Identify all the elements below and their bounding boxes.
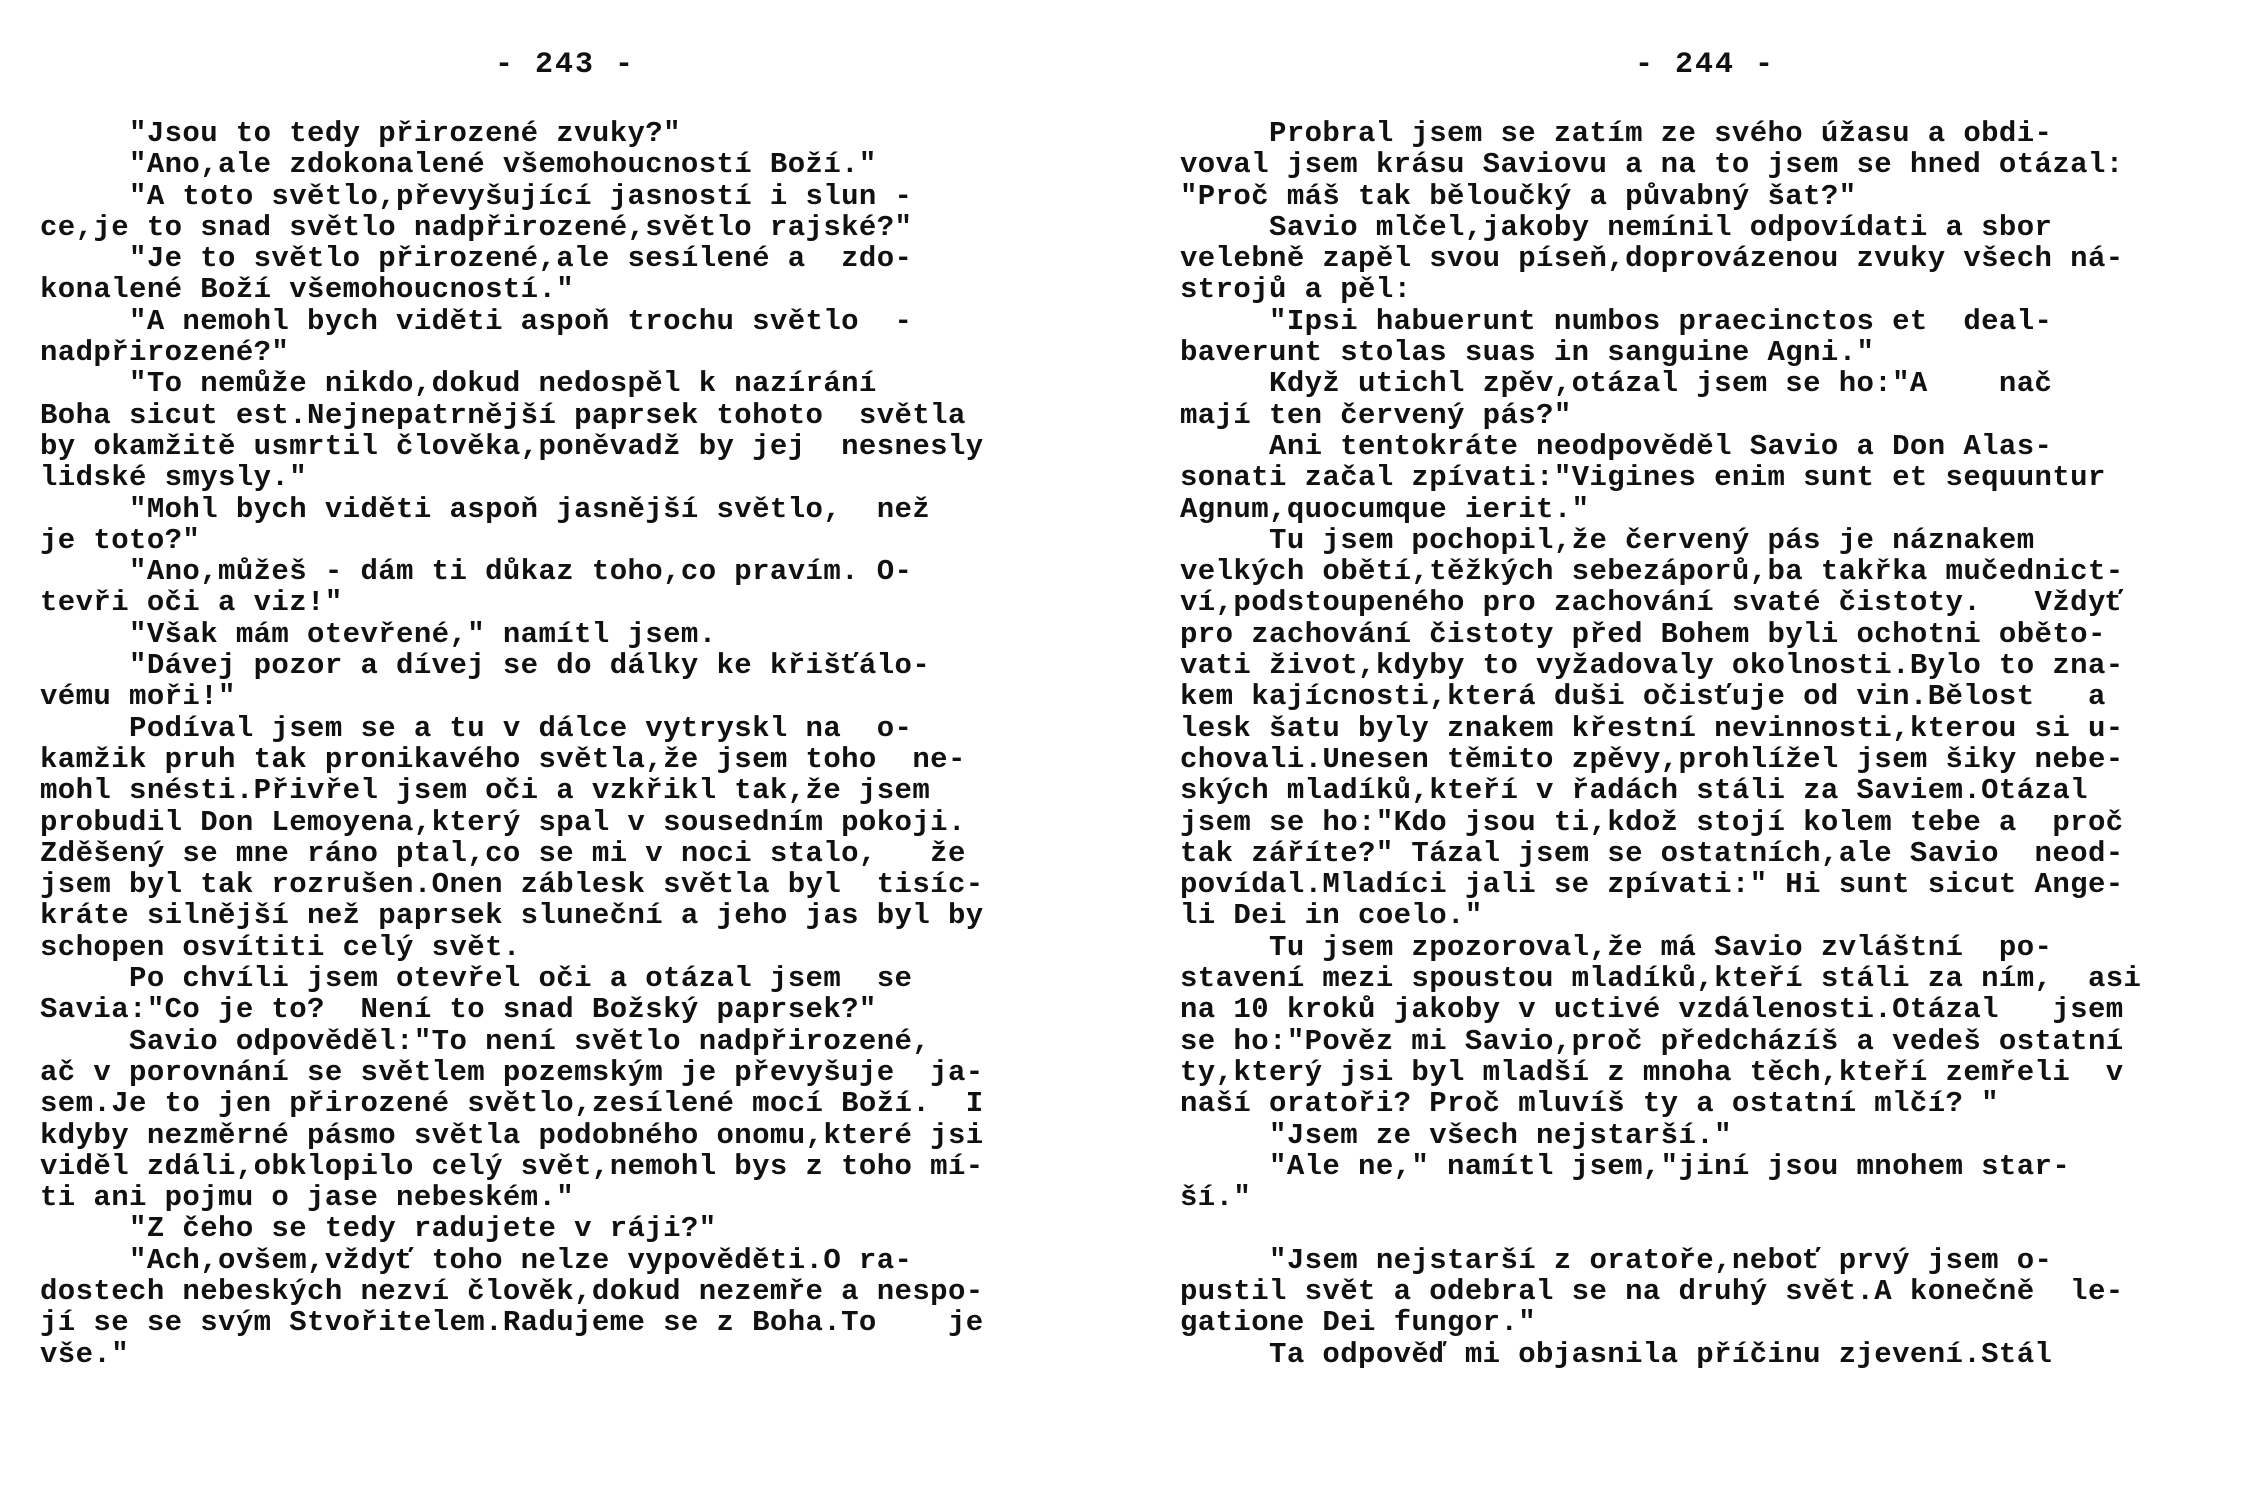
text-line: mohl snésti.Přivřel jsem oči a vzkřikl tak,že jsem (40, 774, 931, 808)
text-line: povídal.Mladíci jali se zpívati:" Hi sunt sicut Ange- (1180, 868, 2124, 902)
text-line: "Ale ne," namítl jsem,"jiní jsou mnohem star- (1180, 1149, 2071, 1183)
text-line: mají ten červený pás?" (1180, 398, 1572, 432)
text-line: vému moři!" (40, 680, 236, 714)
text-line: strojů a pěl: (1180, 273, 1412, 307)
text-line: voval jsem krásu Saviovu a na to jsem se hned otázal: (1180, 148, 2124, 182)
text-line: Po chvíli jsem otevřel oči a otázal jsem se (40, 962, 913, 996)
text-line: vati život,kdyby to vyžadovaly okolnosti.Bylo to zna- (1180, 649, 2124, 683)
text-line: ač v porovnání se světlem pozemským je převyšuje ja- (40, 1055, 984, 1089)
page-number: - 244 - (1634, 48, 1776, 82)
text-line: Ani tentokráte neodpověděl Savio a Don Alas- (1180, 429, 2053, 463)
text-line: "Z čeho se tedy radujete v ráji?" (40, 1212, 717, 1246)
text-line: Ta odpověď mi objasnila příčinu zjevení.Stál (1180, 1337, 2053, 1371)
text-line: ti ani pojmu o jase nebeském." (40, 1181, 575, 1215)
text-line: Savio mlčel,jakoby nemínil odpovídati a sbor (1180, 210, 2053, 244)
text-line: ských mladíků,kteří v řadách stáli za Saviem.Otázal (1180, 774, 2088, 808)
text-line: "Jsem nejstarší z oratoře,neboť prvý jsem o- (1180, 1243, 2053, 1277)
text-line: kráte silnější než paprsek sluneční a jeho jas byl by (40, 899, 984, 933)
text-line: pustil svět a odebral se na druhý svět.A konečně le- (1180, 1274, 2124, 1308)
text-line: li Dei in coelo." (1180, 899, 1483, 933)
text-line: sem.Je to jen přirozené světlo,zesílené mocí Boží. I (40, 1087, 984, 1121)
text-line: Tu jsem zpozoroval,že má Savio zvláštní po- (1180, 930, 2053, 964)
text-line: "Ano,ale zdokonalené všemohoucností Boží." (40, 148, 877, 182)
text-line: kem kajícnosti,která duši očisťuje od vin.Bělost a (1180, 680, 2106, 714)
text-line: by okamžitě usmrtil člověka,poněvadž by jej nesnesly (40, 429, 984, 463)
text-line: "To nemůže nikdo,dokud nedospěl k nazírání (40, 367, 877, 401)
text-line: "Ano,můžeš - dám ti důkaz toho,co pravím. O- (40, 555, 913, 589)
text-line: "Jsou to tedy přirozené zvuky?" (40, 117, 681, 150)
left-page (40, 0, 1090, 1500)
text-line: Tu jsem pochopil,že červený pás je náznakem (1180, 523, 2035, 557)
text-line: Podíval jsem se a tu v dálce vytryskl na o- (40, 711, 913, 745)
text-line: ty,který jsi byl mladší z mnoha těch,kteří zemřeli v (1180, 1055, 2124, 1089)
text-line: Agnum,quocumque ierit." (1180, 492, 1590, 526)
text-line: "Je to světlo přirozené,ale sesílené a zdo- (40, 242, 913, 276)
text-line: stavení mezi spoustou mladíků,kteří stáli za ním, asi (1180, 962, 2142, 996)
text-line: vše." (40, 1337, 130, 1371)
text-line: lidské smysly." (40, 461, 308, 495)
text-line: tevři oči a viz!" (40, 586, 343, 620)
text-line: tak záříte?" Tázal jsem se ostatních,ale Savio neod- (1180, 836, 2124, 870)
text-line: kdyby nezměrné pásmo světla podobného onomu,které jsi (40, 1118, 984, 1152)
text-line: "Dávej pozor a dívej se do dálky ke křišťálo- (40, 649, 931, 683)
text-line: jsem byl tak rozrušen.Onen záblesk světla byl tisíc- (40, 868, 984, 902)
text-line: schopen osvítiti celý svět. (40, 930, 521, 964)
text-line (1180, 1213, 2230, 1244)
text-line: "Proč máš tak běloučký a půvabný šat?" (1180, 179, 1857, 213)
text-line: konalené Boží všemohoucností." (40, 273, 575, 307)
text-line: "A toto světlo,převyšující jasností i slun - (40, 179, 913, 213)
text-line: chovali.Unesen těmito zpěvy,prohlížel jsem šiky nebe- (1180, 742, 2124, 776)
text-line: ší." (1180, 1181, 1252, 1215)
text-line: je toto?" (40, 523, 201, 557)
text-line: pro zachování čistoty před Bohem byli ochotni oběto- (1180, 617, 2106, 651)
text-line: ví,podstoupeného pro zachování svaté čistoty. Vždyť (1180, 586, 2124, 620)
text-line: lesk šatu byly znakem křestní nevinnosti,kterou si u- (1180, 711, 2124, 745)
text-line: Boha sicut est.Nejnepatrnější paprsek tohoto světla (40, 398, 966, 432)
text-line: velebně zapěl svou píseň,doprovázenou zvuky všech ná- (1180, 242, 2124, 276)
page-text (40, 118, 1090, 1370)
text-line: "Ipsi habuerunt numbos praecinctos et deal- (1180, 304, 2053, 338)
text-line: sonati začal zpívati:"Vigines enim sunt et sequuntur (1180, 461, 2106, 495)
text-line: Savia:"Co je to? Není to snad Božský paprsek?" (40, 993, 877, 1027)
page-number: - 243 - (494, 48, 636, 82)
text-line: "Jsem ze všech nejstarší." (1180, 1118, 1732, 1152)
text-line: ce,je to snad světlo nadpřirozené,světlo rajské?" (40, 210, 913, 244)
text-line: Zděšený se mne ráno ptal,co se mi v noci stalo, že (40, 836, 966, 870)
text-line: jí se se svým Stvořitelem.Radujeme se z Boha.To je (40, 1306, 984, 1340)
text-line: jsem se ho:"Kdo jsou ti,kdož stojí kolem tebe a proč (1180, 805, 2124, 839)
text-line: "Však mám otevřené," namítl jsem. (40, 617, 717, 651)
text-line: baverunt stolas suas in sanguine Agni." (1180, 336, 1875, 370)
text-line: dostech nebeských nezví člověk,dokud nezemře a nespo- (40, 1274, 984, 1308)
text-line: kamžik pruh tak pronikavého světla,že jsem toho ne- (40, 742, 966, 776)
text-line: se ho:"Pověz mi Savio,proč předcházíš a vedeš ostatní (1180, 1024, 2124, 1058)
text-line: "Mohl bych viděti aspoň jasnější světlo, než (40, 492, 931, 526)
text-line: velkých obětí,těžkých sebezáporů,ba takřka mučednict- (1180, 555, 2124, 589)
page-text (1180, 118, 2230, 1370)
text-line: na 10 kroků jakoby v uctivé vzdálenosti.Otázal jsem (1180, 993, 2124, 1027)
text-line: Savio odpověděl:"To není světlo nadpřirozené, (40, 1024, 931, 1058)
text-line: probudil Don Lemoyena,který spal v sousedním pokoji. (40, 805, 966, 839)
text-line: Když utichl zpěv,otázal jsem se ho:"A nač (1180, 367, 2053, 401)
text-line: "A nemohl bych viděti aspoň trochu světlo - (40, 304, 913, 338)
text-line: nadpřirozené?" (40, 336, 290, 370)
text-line: gatione Dei fungor." (1180, 1306, 1537, 1340)
right-page (1180, 0, 2230, 1500)
text-line: Probral jsem se zatím ze svého úžasu a obdi- (1180, 117, 2053, 150)
text-line: viděl zdáli,obklopilo celý svět,nemohl bys z toho mí- (40, 1149, 984, 1183)
text-line: naší oratoři? Proč mluvíš ty a ostatní mlčí? " (1180, 1087, 1999, 1121)
text-line: "Ach,ovšem,vždyť toho nelze vypověděti.O ra- (40, 1243, 913, 1277)
